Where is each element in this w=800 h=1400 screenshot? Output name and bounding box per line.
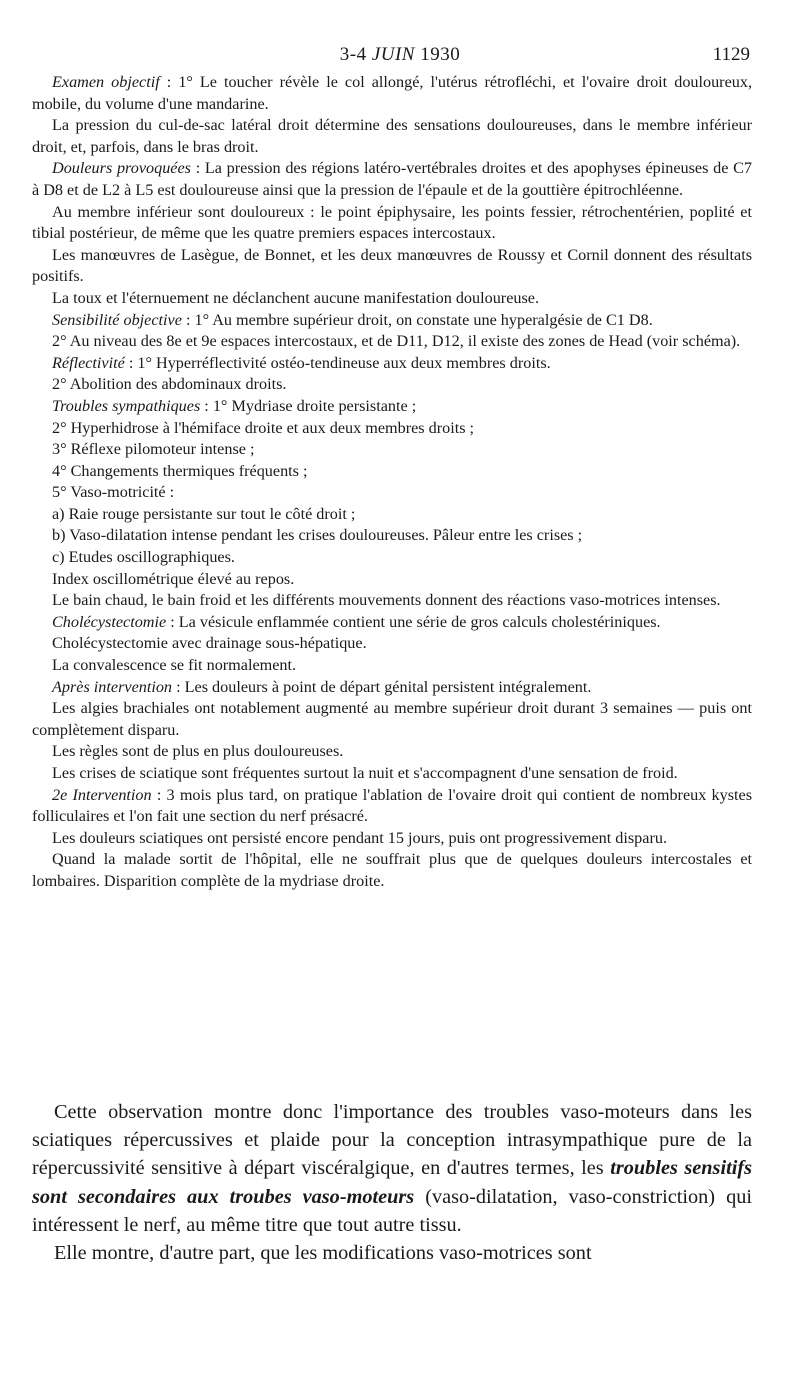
clinical-paragraph	[32, 374, 752, 396]
page-header	[0, 44, 800, 70]
clinical-text: Au membre inférieur sont douloureux : le point épiphysaire, les points fessier, rétrochentérien, poplité et tibial postérieur, de même que les quatre premiers espaces intercostaux.	[32, 202, 752, 243]
conclusion-p1-emphasis: troubles sensitifs sont secondaires aux troubes vaso-moteurs	[32, 1157, 752, 1208]
clinical-paragraph	[32, 504, 752, 526]
clinical-text: 5° Vaso-motricité :	[52, 483, 175, 502]
clinical-paragraph	[32, 396, 752, 418]
conclusion-p1-a: Cette observation montre donc l'importance des troubles vaso-moteurs dans les sciatiques répercussives et plaide pour la conception intrasympathique pure de la répercussivité sensitive à départ viscéralgique, en d'autres termes, les	[32, 1101, 752, 1180]
clinical-text: b) Vaso-dilatation intense pendant les crises douloureuses. Pâleur entre les crises ;	[52, 526, 583, 545]
clinical-paragraph	[32, 439, 752, 461]
header-date	[0, 44, 800, 66]
clinical-paragraph	[32, 741, 752, 763]
clinical-paragraph	[32, 849, 752, 892]
conclusion-paragraph-1	[32, 1098, 752, 1239]
clinical-label: Troubles sympathiques	[52, 396, 201, 415]
clinical-observation	[32, 72, 752, 893]
clinical-text: : 1° Le toucher révèle le col allongé, l'utérus rétrofléchi, et l'ovaire droit douloureux, mobile, du volume d'une mandarine.	[32, 73, 752, 113]
clinical-text: Les douleurs sciatiques ont persisté encore pendant 15 jours, puis ont progressivement disparu.	[52, 828, 667, 847]
clinical-text: Index oscillométrique élevé au repos.	[52, 569, 295, 588]
date-prefix: 3-4	[339, 44, 367, 65]
clinical-text: Le bain chaud, le bain froid et les différents mouvements donnent des réactions vaso-motrices intenses.	[52, 591, 721, 610]
clinical-text: a) Raie rouge persistante sur tout le côté droit ;	[52, 504, 356, 523]
clinical-paragraph	[32, 698, 752, 741]
clinical-paragraph	[32, 655, 752, 677]
clinical-paragraph	[32, 158, 752, 201]
clinical-paragraph	[32, 115, 752, 158]
clinical-paragraph	[32, 418, 752, 440]
clinical-text: 2° Abolition des abdominaux droits.	[52, 375, 287, 394]
clinical-text: 2° Hyperhidrose à l'hémiface droite et aux deux membres droits ;	[52, 418, 475, 437]
clinical-text: Les manœuvres de Lasègue, de Bonnet, et les deux manœuvres de Roussy et Cornil donnent des résultats positifs.	[32, 245, 752, 286]
clinical-paragraph	[32, 353, 752, 375]
clinical-paragraph	[32, 569, 752, 591]
clinical-text: 3° Réflexe pilomoteur intense ;	[52, 440, 255, 459]
clinical-paragraph	[32, 785, 752, 828]
clinical-paragraph	[32, 482, 752, 504]
clinical-text: Les règles sont de plus en plus douloureuses.	[52, 742, 344, 761]
clinical-text: La pression du cul-de-sac latéral droit détermine des sensations douloureuses, dans le membre inférieur droit, et, parfois, dans le bras droit.	[32, 116, 752, 156]
clinical-paragraph	[32, 310, 752, 332]
clinical-paragraph	[32, 245, 752, 288]
clinical-paragraph	[32, 633, 752, 655]
clinical-text: Quand la malade sortit de l'hôpital, elle ne souffrait plus que de quelques douleurs intercostales et lombaires. Disparition complète de la mydriase droite.	[32, 850, 752, 890]
clinical-label: Cholécystectomie	[52, 612, 167, 631]
clinical-paragraph	[32, 288, 752, 310]
clinical-text: La convalescence se fit normalement.	[52, 656, 297, 675]
conclusion-text	[32, 1098, 752, 1267]
clinical-paragraph	[32, 547, 752, 569]
clinical-text: : 1° Au membre supérieur droit, on constate une hyperalgésie de C1 D8.	[181, 310, 653, 329]
clinical-text: : Les douleurs à point de départ génital persistent intégralement.	[172, 677, 592, 696]
clinical-paragraph	[32, 202, 752, 245]
clinical-text: Les algies brachiales ont notablement augmenté au membre supérieur droit durant 3 semaines — puis ont complètement disparu.	[32, 699, 752, 739]
clinical-text: : La vésicule enflammée contient une série de gros calculs cholestériniques.	[166, 612, 661, 631]
date-month: JUIN	[371, 44, 415, 65]
clinical-text: : 1° Hyperréflectivité ostéo-tendineuse aux deux membres droits.	[124, 353, 551, 372]
clinical-label: Douleurs provoquées	[52, 159, 191, 178]
clinical-label: Réflectivité	[52, 353, 125, 372]
clinical-text: 4° Changements thermiques fréquents ;	[52, 461, 308, 480]
clinical-label: Après intervention	[52, 677, 173, 696]
clinical-text: 2° Au niveau des 8e et 9e espaces intercostaux, et de D11, D12, il existe des zones de Head (voir schéma).	[52, 332, 741, 351]
clinical-paragraph	[32, 461, 752, 483]
clinical-paragraph	[32, 72, 752, 115]
clinical-text: c) Etudes oscillographiques.	[52, 548, 235, 567]
page-number: 1129	[712, 44, 750, 65]
clinical-paragraph	[32, 525, 752, 547]
clinical-paragraph	[32, 763, 752, 785]
clinical-paragraph	[32, 828, 752, 850]
clinical-text: : 3 mois plus tard, on pratique l'ablation de l'ovaire droit qui contient de nombreux kystes folliculaires et l'on fait une section du nerf présacré.	[32, 785, 752, 826]
clinical-text: : 1° Mydriase droite persistante ;	[200, 396, 417, 415]
conclusion-p1-b: (vaso-dilatation, vaso-constriction) qui intéressent le nerf, au même titre que tout autre tissu.	[32, 1185, 752, 1236]
date-year: 1930	[420, 44, 461, 65]
clinical-text: Les crises de sciatique sont fréquentes surtout la nuit et s'accompagnent d'une sensation de froid.	[52, 764, 678, 782]
clinical-paragraph	[32, 677, 752, 699]
clinical-paragraph	[32, 612, 752, 634]
clinical-label: 2e Intervention	[52, 785, 152, 804]
clinical-paragraph	[32, 590, 752, 612]
clinical-text: La toux et l'éternuement ne déclanchent aucune manifestation douloureuse.	[52, 288, 540, 307]
clinical-label: Sensibilité objective	[52, 310, 182, 329]
clinical-label: Examen objectif	[52, 73, 160, 91]
clinical-text: : La pression des régions latéro-vertébrales droites et des apophyses épineuses de C7 à D8 et de L2 à L5 est douloureuse ainsi que la pression de l'épaule et de la gouttière épitrochléenne.	[32, 159, 752, 199]
conclusion-paragraph-2: Elle montre, d'autre part, que les modifications vaso-motrices sont	[54, 1242, 592, 1265]
clinical-text: Cholécystectomie avec drainage sous-hépatique.	[52, 634, 367, 653]
clinical-paragraph	[32, 331, 752, 353]
